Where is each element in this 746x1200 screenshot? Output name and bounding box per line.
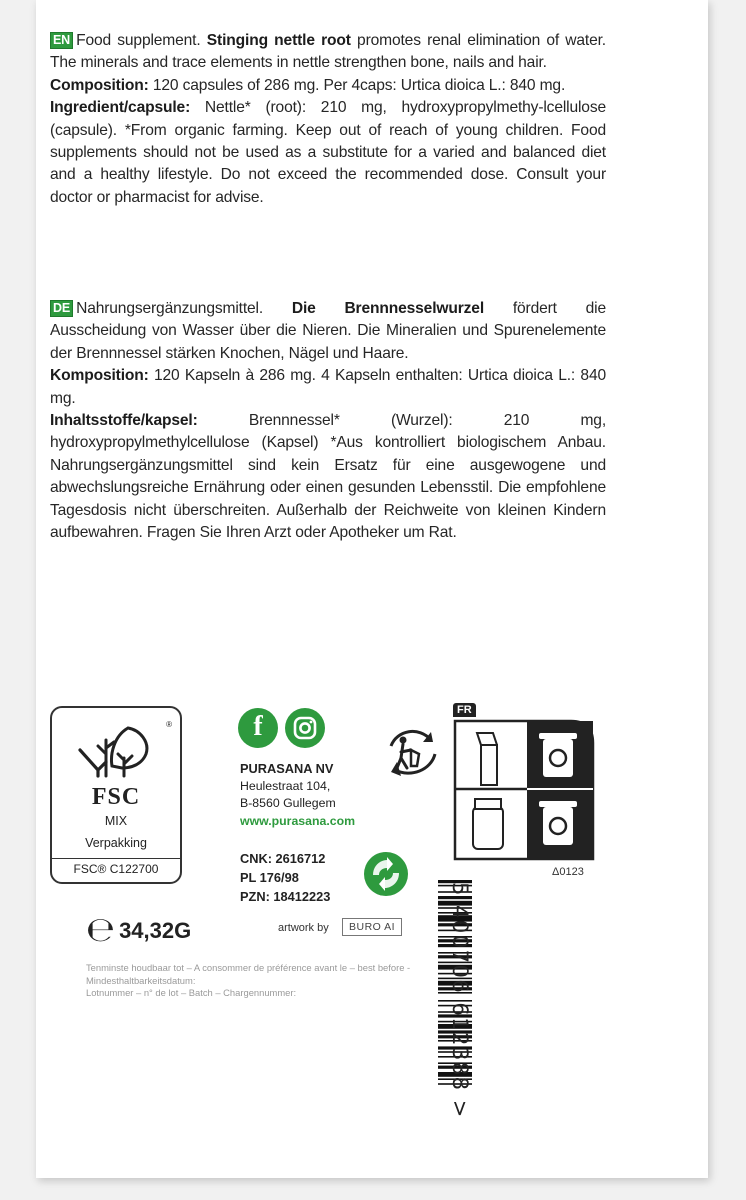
de-intro-paragraph: [50, 298, 606, 365]
de-product-name: Die Brennnesselwurzel: [291, 300, 485, 317]
facebook-icon: f: [238, 708, 278, 748]
triman-country-label: FR: [453, 703, 476, 717]
fsc-registered-mark: ®: [166, 720, 172, 729]
green-dot-icon: [363, 851, 409, 897]
en-composition-paragraph: [50, 75, 606, 97]
de-claim: fördert die Ausscheidung von Wasser über die Nieren. Die Mineralien und Spurenelemente der Brennnessel stärken Knochen, Nägel und Haare.: [50, 300, 607, 362]
en-intro-paragraph: [50, 30, 606, 75]
artwork-studio: BURO AI: [342, 918, 402, 936]
pl-code: PL 176/98: [240, 870, 299, 885]
company-street: Heulestraat 104,: [240, 778, 331, 793]
en-intro: Food supplement.: [76, 32, 201, 49]
company-address: [240, 760, 355, 830]
de-language-badge: DE: [50, 300, 73, 317]
estimated-sign: ℮: [86, 910, 116, 950]
de-composition: 120 Kapseln à 286 mg. 4 Kapseln enthalten: Urtica dioica L.: 840 mg.: [50, 367, 606, 407]
fsc-packaging: Verpakking: [85, 836, 147, 850]
en-language-badge: EN: [50, 32, 73, 49]
pzn-code: PZN: 18412223: [240, 889, 331, 904]
recycle-triangle-icon: [377, 720, 443, 782]
en-composition: 120 capsules of 286 mg. Per 4caps: Urtica dioica L.: 840 mg.: [152, 76, 566, 94]
barcode-digits: 5 400706 612388 >: [448, 882, 472, 1119]
instagram-icon: [285, 708, 325, 748]
best-before-line: Tenminste houdbaar tot – A consommer de préférence avant le – best before - Mindesthaltbarkeitsdatum:: [86, 962, 411, 986]
sorting-guide-icon: [453, 703, 595, 861]
german-text-block: [50, 298, 606, 544]
artwork-credit: artwork by: [278, 922, 329, 934]
fsc-tree-icon: [76, 720, 156, 782]
en-composition-label: Composition:: [50, 76, 149, 94]
fsc-code: FSC® C122700: [52, 858, 180, 884]
lot-number-line: Lotnummer – n° de lot – Batch – Chargennummer:: [86, 987, 297, 999]
fsc-mix: MIX: [104, 814, 128, 828]
de-ingredient-label: Inhaltsstoffe/kapsel:: [50, 412, 198, 430]
en-product-name: Stinging nettle root: [206, 32, 351, 49]
net-weight: [86, 910, 191, 950]
de-ingredient: Brennnessel* (Wurzel): 210 mg, hydroxypropylmethylcellulose (Kapsel) *Aus kontrolliert biologischem Anbau. Nahrungsergänzungsmittel sind kein Ersatz für eine ausgewogene und abwechslungsreiche Ernährung oder einen gesunden Lebensstil. Die empfohlene Tagesdosis nicht überschreiten. Außerhalb der Reichweite von kleinen Kindern aufbewahren. Fragen Sie Ihren Arzt oder Apotheker um Rat.: [50, 412, 606, 542]
fsc-label: [50, 706, 182, 884]
en-ingredient-paragraph: [50, 97, 606, 209]
de-ingredient-paragraph: [50, 410, 606, 544]
en-ingredient-label: Ingredient/capsule:: [50, 99, 191, 117]
fsc-word: FSC: [91, 784, 141, 810]
english-text-block: [50, 30, 606, 209]
de-composition-paragraph: [50, 365, 606, 410]
company-website: www.purasana.com: [240, 813, 356, 828]
cnk-code: CNK: 2616712: [240, 851, 326, 866]
de-intro: Nahrungsergänzungsmittel.: [76, 300, 264, 317]
weight-value: 34,32G: [119, 918, 192, 943]
en-ingredient: Nettle* (root): 210 mg, hydroxypropylmethy-lcellulose (capsule). *From organic farming. Keep out of reach of young children. Food supplements should not be used as a substitute for a varied and balanced diet and a healthy lifestyle. Do not exceed the recommended dose. Consult your doctor or pharmacist for advise.: [50, 99, 607, 206]
product-codes: [240, 849, 330, 906]
best-before-text: [86, 962, 426, 1000]
en-claim: promotes renal elimination of water. The minerals and trace elements in nettle strengthen bone, nails and hair.: [50, 32, 606, 72]
company-name: PURASANA NV: [240, 761, 334, 776]
triman-code: Δ0123: [552, 866, 584, 878]
company-city: B-8560 Gullegem: [240, 796, 336, 810]
de-composition-label: Komposition:: [50, 367, 149, 385]
